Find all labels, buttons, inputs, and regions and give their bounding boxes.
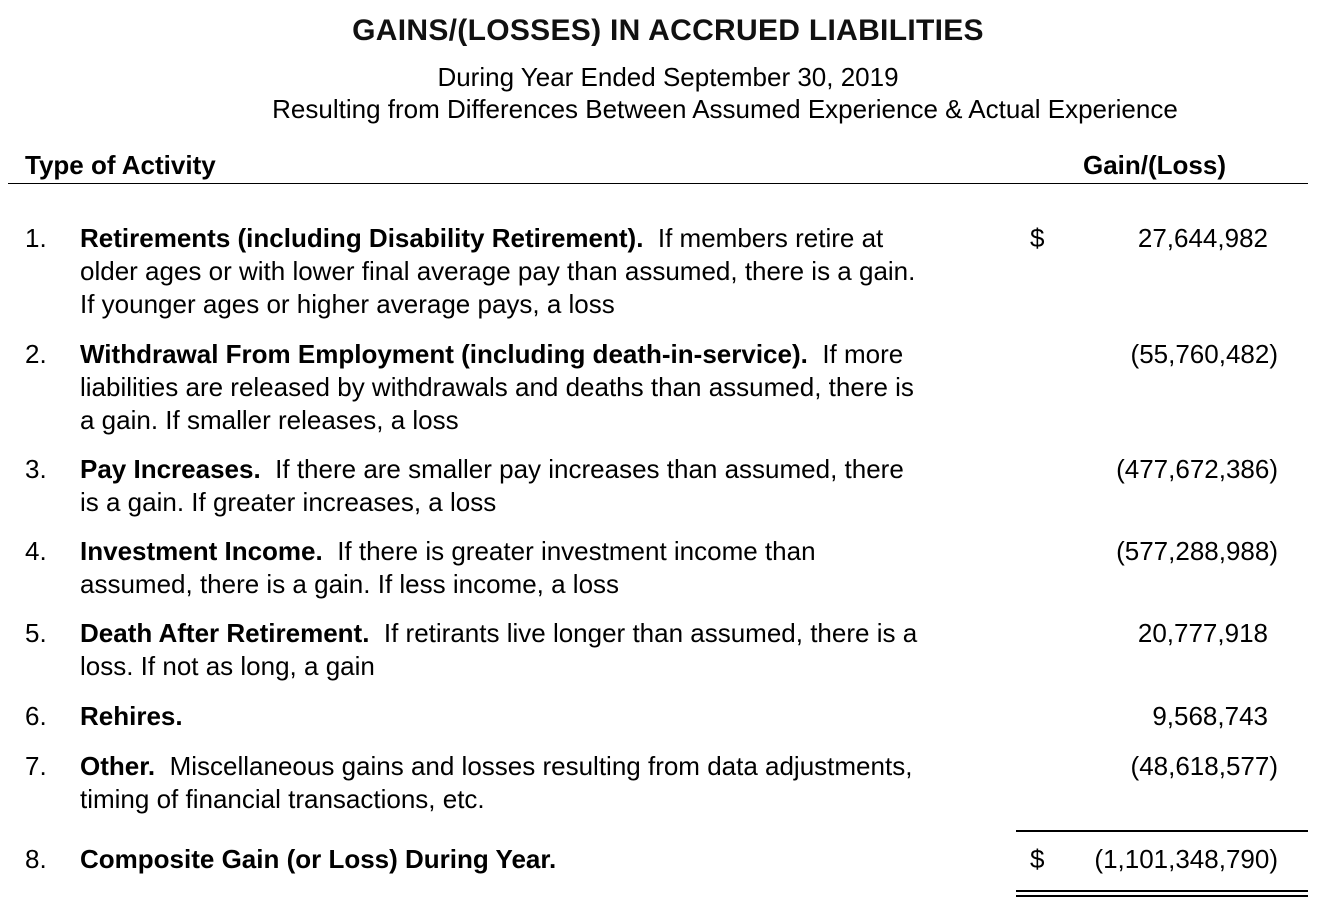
row-description [80, 700, 1010, 733]
row-description [80, 617, 1010, 683]
row-title: Rehires. [80, 701, 183, 731]
row-title: Retirements (including Disability Retirement). [80, 223, 644, 253]
currency-symbol: $ [1030, 844, 1045, 874]
row-number: 3. [25, 454, 47, 484]
row-value: 9,568,743 [1152, 701, 1268, 731]
row-text-line: loss. If not as long, a gain [80, 651, 375, 681]
row-value: (1,101,348,790) [1094, 844, 1278, 874]
row-value: 20,777,918 [1137, 618, 1268, 648]
header-rule-right [1018, 183, 1308, 184]
row-text: If more [822, 339, 904, 369]
row-text-line: liabilities are released by withdrawals and deaths than assumed, there is [80, 372, 914, 402]
row-title: Other. [80, 751, 156, 781]
row-text-line: a gain. If smaller releases, a loss [80, 405, 459, 435]
row-text: If there is greater investment income than [337, 536, 816, 566]
row-number: 1. [25, 223, 47, 253]
column-header-activity: Type of Activity [25, 150, 216, 180]
row-text: If members retire at [657, 223, 884, 253]
currency-symbol: $ [1030, 223, 1045, 253]
header-rule-left [8, 183, 1018, 184]
row-value: 27,644,982 [1137, 223, 1268, 253]
total-double-rule-bottom [1016, 895, 1308, 897]
row-value: (477,672,386) [1116, 454, 1278, 484]
row-number: 2. [25, 339, 47, 369]
row-number: 5. [25, 618, 47, 648]
row-value: (577,288,988) [1116, 536, 1278, 566]
row-description [80, 222, 1010, 321]
total-double-rule-top [1016, 890, 1308, 892]
row-number: 7. [25, 751, 47, 781]
row-title: Investment Income. [80, 536, 323, 566]
subtotal-rule [1016, 830, 1308, 832]
row-title: Death After Retirement. [80, 618, 370, 648]
row-number: 4. [25, 536, 47, 566]
row-description [80, 535, 1010, 601]
row-text: If retirants live longer than assumed, there is a [383, 618, 918, 648]
row-title: Pay Increases. [80, 454, 261, 484]
row-value: (55,760,482) [1130, 339, 1278, 369]
row-text-line: assumed, there is a gain. If less income, a loss [80, 569, 620, 599]
row-description [80, 843, 1010, 876]
row-number: 6. [25, 701, 47, 731]
row-text-line: is a gain. If greater increases, a loss [80, 487, 497, 517]
row-text: Miscellaneous gains and losses resulting from data adjustments, [169, 751, 913, 781]
row-description [80, 453, 1010, 519]
subtitle-period: During Year Ended September 30, 2019 [437, 62, 899, 92]
row-description [80, 338, 1010, 437]
column-header-gain-loss: Gain/(Loss) [1083, 150, 1227, 180]
row-number: 8. [25, 844, 47, 874]
page-title: GAINS/(LOSSES) IN ACCRUED LIABILITIES [352, 14, 984, 47]
row-description [80, 750, 1010, 816]
row-title: Composite Gain (or Loss) During Year. [80, 844, 557, 874]
row-text-line: If younger ages or higher average pays, a loss [80, 289, 615, 319]
row-text-line: timing of financial transactions, etc. [80, 784, 485, 814]
subtitle-description: Resulting from Differences Between Assumed Experience & Actual Experience [272, 94, 1178, 124]
row-text: If there are smaller pay increases than assumed, there [275, 454, 904, 484]
row-value: (48,618,577) [1130, 751, 1278, 781]
row-text-line: older ages or with lower final average pay than assumed, there is a gain. [80, 256, 916, 286]
row-title: Withdrawal From Employment (including death-in-service). [80, 339, 808, 369]
